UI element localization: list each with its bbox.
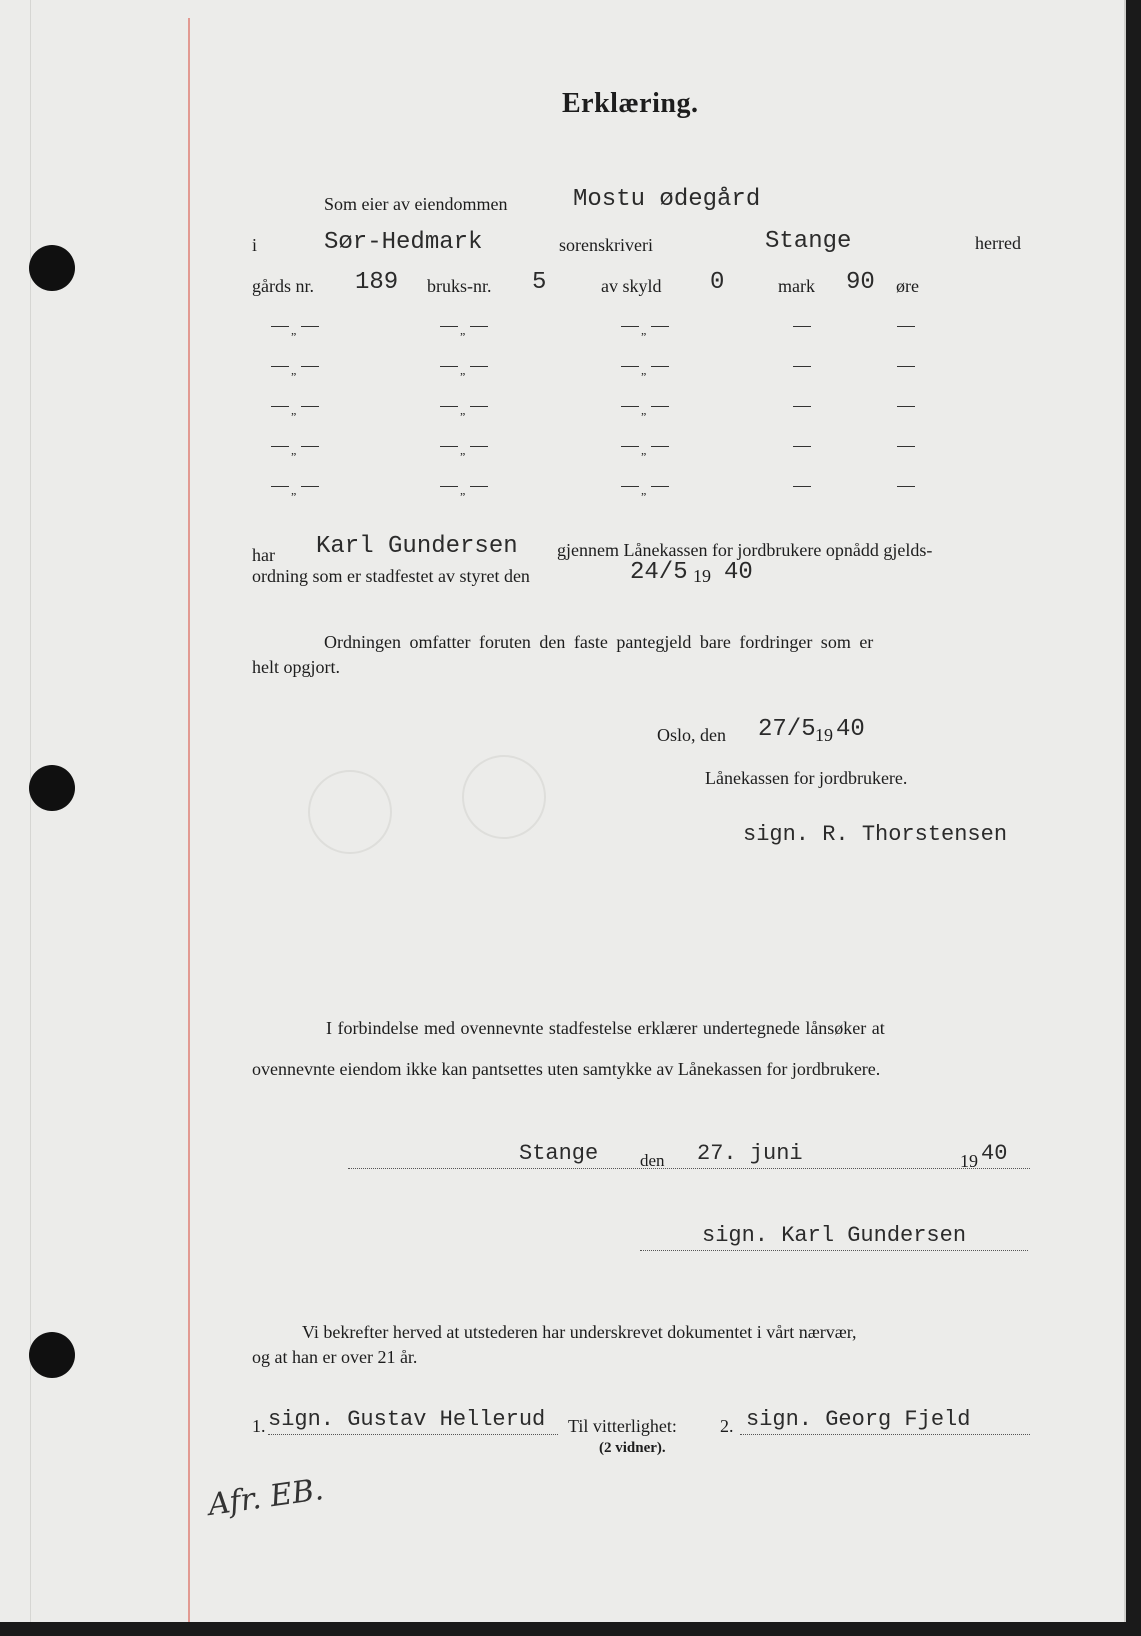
issuance-place: Oslo, den	[657, 725, 726, 745]
mark-label: mark	[778, 276, 815, 296]
ditto-dash	[301, 326, 319, 327]
ditto-dash	[651, 486, 669, 487]
ditto-mark: „	[291, 323, 297, 337]
date-dotted-line	[348, 1168, 1030, 1169]
gards-nr-label: gårds nr.	[252, 276, 314, 296]
ditto-dash	[301, 446, 319, 447]
ditto-dash	[651, 446, 669, 447]
declaration-year-prefix: 19	[960, 1151, 978, 1171]
municipality: Stange	[765, 228, 852, 255]
ditto-dash	[793, 486, 811, 487]
stadfestet-year-prefix: 19	[693, 566, 711, 586]
ditto-dash	[621, 446, 639, 447]
handwritten-initials: Afr. EB.	[206, 1472, 326, 1523]
ditto-mark: „	[291, 403, 297, 417]
punch-hole	[29, 1332, 75, 1378]
declaration-place: Stange	[519, 1141, 599, 1166]
issuance-year-prefix: 19	[815, 725, 833, 745]
issuance-date: 27/5	[758, 716, 816, 743]
stadfestet-date: 24/5	[630, 559, 688, 586]
ditto-dash	[271, 486, 289, 487]
punch-hole	[29, 245, 75, 291]
ditto-mark: „	[291, 443, 297, 457]
ditto-dash	[470, 446, 488, 447]
ditto-dash	[621, 486, 639, 487]
ditto-dash	[271, 446, 289, 447]
ditto-mark: „	[460, 323, 466, 337]
witness1-signature: sign. Gustav Hellerud	[268, 1407, 546, 1432]
ditto-dash	[470, 406, 488, 407]
paragraph2-line1: Ordningen omfatter foruten den faste pantegjeld bare fordringer som er	[324, 632, 874, 652]
ditto-dash	[621, 406, 639, 407]
ditto-dash	[271, 326, 289, 327]
witness-line2: og at han er over 21 år.	[252, 1347, 418, 1367]
vidner-note: (2 vidner).	[599, 1440, 666, 1456]
declaration-date: 27. juni	[697, 1141, 803, 1166]
bruks-nr-label: bruks-nr.	[427, 276, 492, 296]
ditto-mark: „	[641, 483, 647, 497]
ditto-dash	[897, 366, 915, 367]
faint-stamp	[308, 770, 392, 854]
ditto-dash	[440, 446, 458, 447]
ditto-mark: „	[291, 483, 297, 497]
red-margin-line	[188, 18, 190, 1622]
ditto-dash	[440, 486, 458, 487]
page-edge	[30, 0, 31, 1622]
witness2-dotted-line	[740, 1434, 1030, 1435]
ditto-mark: „	[291, 363, 297, 377]
ditto-dash	[271, 366, 289, 367]
borrower-signature: sign. Karl Gundersen	[702, 1223, 967, 1248]
ditto-dash	[301, 486, 319, 487]
ditto-dash	[897, 446, 915, 447]
ditto-dash	[271, 406, 289, 407]
owner-label: Som eier av eiendommen	[324, 194, 508, 214]
ore-label: øre	[896, 276, 919, 296]
ditto-dash	[897, 326, 915, 327]
signature-dotted-line	[640, 1250, 1028, 1251]
witness1-dotted-line	[268, 1434, 558, 1435]
gards-nr: 189	[355, 269, 399, 296]
witness-line1: Vi bekrefter herved at utstederen har underskrevet dokumentet i vårt nærvær,	[302, 1322, 857, 1342]
ditto-mark: „	[641, 363, 647, 377]
ditto-dash	[470, 486, 488, 487]
witness2-signature: sign. Georg Fjeld	[746, 1407, 971, 1432]
ditto-dash	[793, 446, 811, 447]
witness-number-2: 2.	[720, 1416, 734, 1436]
ditto-dash	[440, 326, 458, 327]
ditto-dash	[470, 366, 488, 367]
stadfestet-year-suffix: 40	[724, 559, 753, 586]
paragraph3-line1: I forbindelse med ovennevnte stadfestelse erklærer undertegnede lånsøker at	[326, 1018, 885, 1038]
ditto-dash	[301, 366, 319, 367]
ditto-dash	[651, 366, 669, 367]
ditto-dash	[621, 366, 639, 367]
skyld-label: av skyld	[601, 276, 662, 296]
ditto-dash	[651, 326, 669, 327]
har-label: har	[252, 545, 275, 565]
ditto-dash	[301, 406, 319, 407]
herred-label: herred	[975, 233, 1021, 253]
document-title: Erklæring.	[562, 88, 699, 119]
issuance-year-suffix: 40	[836, 716, 865, 743]
ditto-dash	[440, 406, 458, 407]
institution: Lånekassen for jordbrukere.	[705, 768, 908, 788]
ditto-dash	[793, 366, 811, 367]
ditto-dash	[793, 406, 811, 407]
issuer-signature: sign. R. Thorstensen	[743, 822, 1008, 847]
ditto-dash	[897, 486, 915, 487]
paragraph2-line2: helt opgjort.	[252, 657, 340, 677]
ditto-mark: „	[641, 443, 647, 457]
skyld-mark-value: 0	[710, 269, 725, 296]
vitterlighet-label: Til vitterlighet:	[568, 1416, 677, 1436]
paragraph1-text-a: gjennem Lånekassen for jordbrukere opnådd gjelds-	[557, 540, 933, 560]
property-name: Mostu ødegård	[573, 186, 761, 213]
ditto-mark: „	[641, 403, 647, 417]
ditto-dash	[440, 366, 458, 367]
ditto-dash	[651, 406, 669, 407]
label-i: i	[252, 235, 258, 255]
ditto-dash	[470, 326, 488, 327]
ditto-mark: „	[460, 443, 466, 457]
borrower-name: Karl Gundersen	[316, 533, 518, 560]
bruks-nr: 5	[532, 269, 547, 296]
sorenskriveri-label: sorenskriveri	[559, 235, 653, 255]
paragraph1-text-b: ordning som er stadfestet av styret den	[252, 566, 530, 586]
ditto-dash	[897, 406, 915, 407]
ditto-mark: „	[460, 403, 466, 417]
witness-number-1: 1.	[252, 1416, 266, 1436]
ditto-dash	[793, 326, 811, 327]
ditto-mark: „	[641, 323, 647, 337]
district: Sør-Hedmark	[324, 229, 483, 256]
ditto-mark: „	[460, 363, 466, 377]
declaration-year-suffix: 40	[981, 1141, 1008, 1166]
paragraph3-line2: ovennevnte eiendom ikke kan pantsettes uten samtykke av Lånekassen for jordbrukere.	[252, 1059, 881, 1079]
declaration-den-label: den	[640, 1151, 665, 1170]
punch-hole	[29, 765, 75, 811]
faint-stamp	[462, 755, 546, 839]
ditto-mark: „	[460, 483, 466, 497]
ditto-dash	[621, 326, 639, 327]
ore-value: 90	[846, 269, 875, 296]
